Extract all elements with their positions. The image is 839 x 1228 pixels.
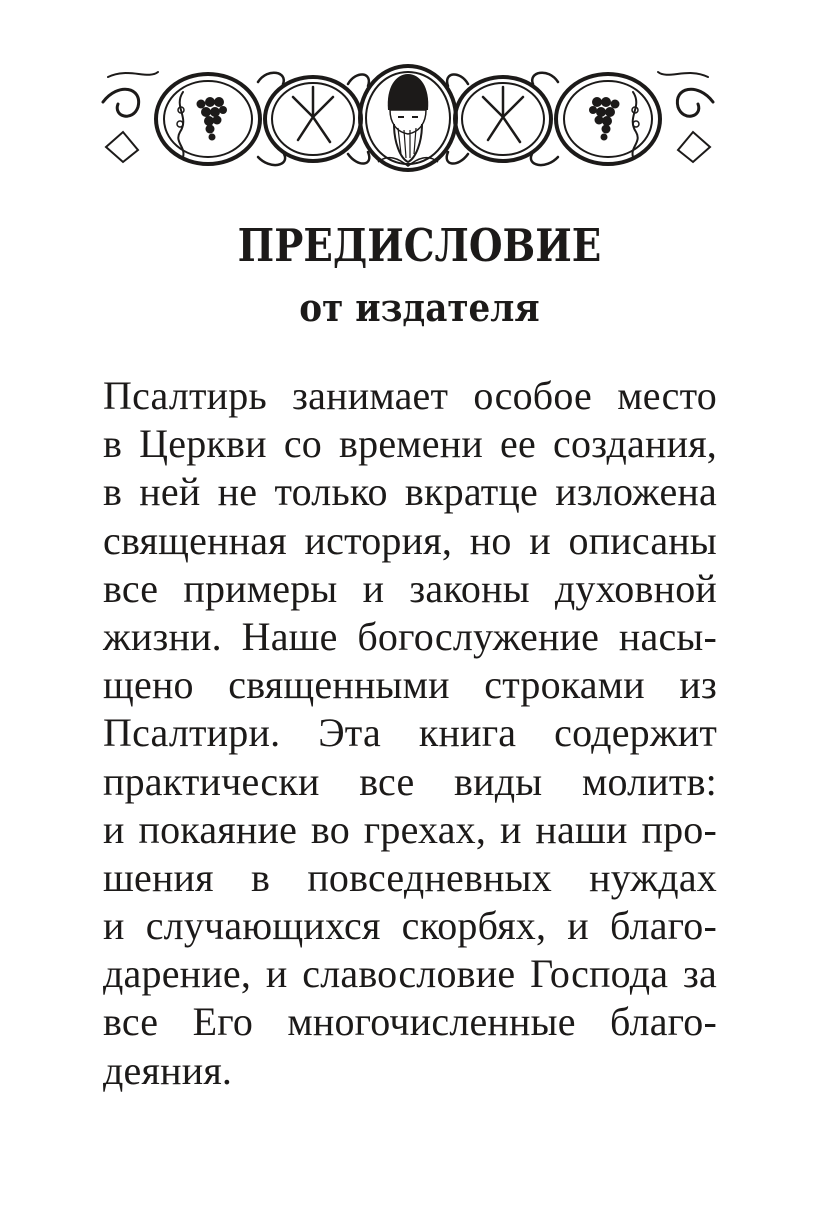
body-line: Псалтири. Эта книга содержит — [103, 710, 717, 756]
saint-portrait-icon — [378, 74, 438, 166]
body-line: и случающихся скорбях, и благо- — [103, 903, 717, 949]
body-line: Псалтирь занимает особое место — [103, 373, 717, 418]
body-line: все примеры и законы духовной — [103, 565, 717, 611]
body-paragraph — [103, 372, 717, 1095]
vine-ornament-icon — [98, 62, 718, 172]
headpiece-ornament — [98, 62, 718, 172]
page-subtitle: от издателя — [299, 285, 540, 330]
page-title: ПРЕДИСЛОВИЕ — [237, 219, 602, 272]
body-line: дарение, и славословие Господа за — [103, 951, 717, 997]
body-line: шения в повседневных нуждах — [103, 854, 717, 900]
body-line: в Церкви со времени ее создания, — [103, 421, 717, 467]
body-line: и покаяние во грехах, и наши про- — [103, 806, 717, 852]
body-line: щено священными строками из — [103, 662, 717, 708]
body-line: жизни. Наше богослужение насы- — [103, 613, 717, 659]
body-line: в ней не только вкратце изложена — [103, 469, 717, 515]
body-line: все Его многочисленные благо- — [103, 999, 717, 1045]
body-line: практически все виды молитв: — [103, 758, 717, 804]
body-line: священная история, но и описаны — [103, 517, 717, 563]
body-line: деяния. — [103, 1047, 233, 1093]
